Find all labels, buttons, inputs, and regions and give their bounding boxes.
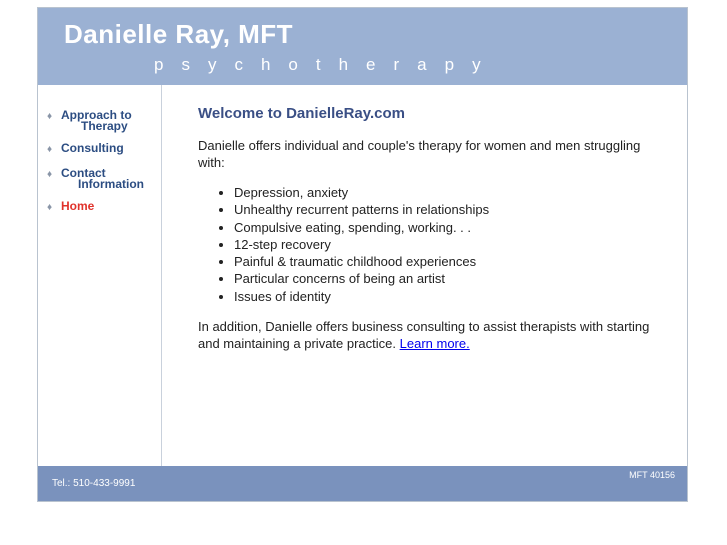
diamond-bullet-icon: ♦ — [47, 202, 53, 213]
nav-item-contact — [47, 168, 144, 190]
nav-item-approach — [47, 110, 144, 132]
list-item: • Painful & traumatic childhood experiences — [234, 253, 668, 270]
nav-link-line2: Information — [78, 177, 144, 191]
page-title: Welcome to DanielleRay.com — [198, 105, 406, 122]
phone-number: Tel.: 510-433-9991 — [52, 478, 136, 489]
diamond-bullet-icon: ♦ — [47, 169, 53, 180]
site-header — [38, 8, 687, 85]
site-footer — [38, 466, 687, 501]
list-item: • Compulsive eating, spending, working. . . — [234, 219, 668, 236]
nav-item-consulting — [47, 143, 144, 157]
learn-more-link[interactable]: Learn more. — [399, 336, 470, 352]
nav-link-line1: Home — [61, 199, 95, 213]
list-item: • Particular concerns of being an artist — [234, 270, 668, 287]
diamond-bullet-icon: ♦ — [47, 144, 53, 155]
closing-text: In addition, Danielle offers business consulting to assist therapists with starting and maintaining a private practice. — [198, 319, 650, 352]
nav-link-approach-to-therapy[interactable] — [61, 110, 132, 132]
list-item: • Issues of identity — [234, 288, 668, 305]
nav-link-line1: Contact — [61, 166, 106, 180]
nav-link-line1: Approach to — [61, 108, 132, 122]
nav-link-home[interactable] — [61, 201, 94, 212]
intro-paragraph: Danielle offers individual and couple's therapy for women and men struggling with: — [198, 138, 641, 170]
nav-link-line1: Consulting — [61, 141, 124, 155]
sidebar-nav — [47, 110, 144, 226]
sidebar — [38, 85, 162, 466]
list-item: • 12-step recovery — [234, 236, 668, 253]
main-content — [198, 105, 668, 352]
nav-link-line2: Therapy — [81, 119, 128, 133]
nav-link-consulting[interactable] — [61, 143, 124, 154]
issues-list — [198, 184, 668, 305]
page-frame — [37, 7, 688, 502]
site-name: Danielle Ray, MFT — [64, 19, 294, 49]
list-item: • Unhealthy recurrent patterns in relationships — [234, 201, 668, 218]
closing-paragraph — [198, 318, 668, 352]
nav-link-contact-information[interactable] — [61, 168, 144, 190]
nav-item-home — [47, 201, 144, 215]
list-item: • Depression, anxiety — [234, 184, 668, 201]
site-tagline: psychotherapy — [154, 55, 499, 74]
license-number: MFT 40156 — [629, 470, 675, 480]
diamond-bullet-icon: ♦ — [47, 111, 53, 122]
